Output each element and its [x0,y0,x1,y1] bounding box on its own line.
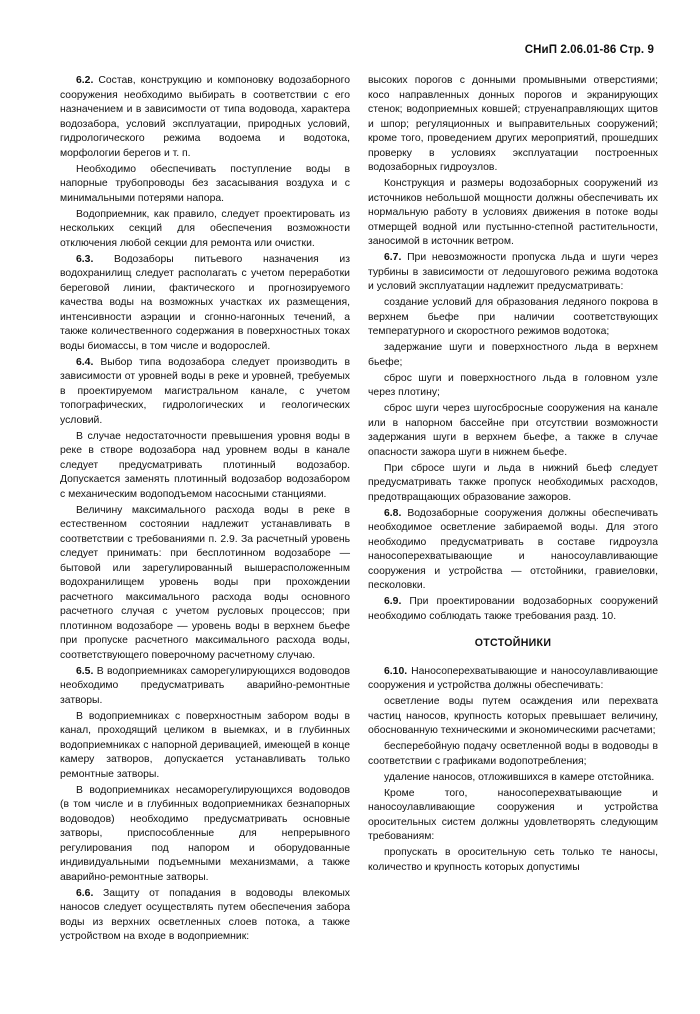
clause-number: 6.9. [384,596,402,607]
paragraph-text: осветление воды путем осаждения или перехвата частиц наносов, крупность которых превышает величину, обоснованную техническими и экономическими расчетами; [368,696,658,736]
paragraph-text: пропускать в оросительную сеть только те наносы, количество и крупность которых допустимы [368,847,658,873]
paragraph-text: При проектировании водозаборных сооружений необходимо соблюдать также требования разд. 10. [368,596,658,622]
paragraph-text: Защиту от попадания в водоводы влекомых наносов следует осуществлять путем обеспечения забора воды из верхних осветленных слоев потока, а также устройством на входе в водоприемник: [60,887,351,942]
paragraph [368,296,658,340]
paragraph-text: сброс шуги через шугосбросные сооружения на канале или в напорном бассейне при отсутствии возможности задержания шуги в верхнем бьефе, а также в случае опасности зажора шуги в нижнем бьефе. [368,403,658,458]
paragraph [60,356,350,429]
clause-number: 6.3. [76,253,94,265]
paragraph-text: Состав, конструкцию и компоновку водозаборного сооружения необходимо выбирать в соответствии с его назначением и в зависимости от типа водовода, характера водозабора, условий эксплуатации, природных условий, гидрологического режима водоема и водотока, морфологии берегов и т. п. [60,75,350,159]
paragraph [368,846,658,875]
clause-number: 6.4. [76,356,94,368]
paragraph [60,253,350,355]
clause-number: 6.2. [76,75,94,86]
paragraph-text: Наносоперехватывающие и наносоулавливающие сооружения и устройства должны обеспечивать: [368,665,658,691]
clause-number: 6.8. [384,507,402,519]
page-header: СНиП 2.06.01-86 Стр. 9 [524,44,654,56]
paragraph [368,695,658,739]
clause-number: 6.5. [76,665,94,677]
left-column [60,74,350,946]
section-heading: ОТСТОЙНИКИ [474,637,552,649]
paragraph-text: удаление наносов, отложившихся в камере отстойника. [384,771,655,783]
paragraph [60,74,350,161]
paragraph [60,887,350,945]
paragraph [60,430,350,503]
paragraph [368,462,658,506]
paragraph-text: сброс шуги и поверхностного льда в головном узле через плотину; [368,372,658,398]
paragraph-text: Водоприемник, как правило, следует проектировать из нескольких секций для обеспечения возможности отключения любой секции для ремонта или очистки. [60,208,350,249]
paragraph [368,595,658,624]
paragraph [368,402,658,460]
paragraph [60,784,350,886]
paragraph [368,74,658,176]
paragraph-text: высоких порогов с донными промывными отверстиями; косо направленных донных порогов и экранирующих стенок; водоприемных ковшей; струенаправляющих щитов и шпор; регуляционных и выправительных сооружений; кроме того, проведением других мероприятий, прошедших проверку в условиях эксплуатации построенных водозаборных гидроузлов. [368,75,658,173]
clause-number: 6.6. [76,887,94,899]
paragraph [60,504,350,664]
paragraph-text: Водозаборы питьевого назначения из водохранилищ следует располагать с учетом переработки береговой линии, фактического и прогнозируемого качества воды на возможных участках их размещения, интенсивности аэрации и сгонно-нагонных течений, а также количественного содержания в поверхностных токах воды биомассы, в том числе и водорослей. [60,253,350,352]
paragraph [368,251,658,295]
paragraph-text: В водоприемниках несаморегулирующихся водоводов (в том числе и в глубинных водоприемниках безнапорных водоводов) необходимо предусматривать основные затворы, приспособленные для непрерывного регулирования под напором и оборудованные индивидуальными подъемными механизмами, а также аварийно-ремонтные затворы. [60,784,350,883]
paragraph [368,771,658,786]
clause-number: 6.10. [384,665,408,677]
paragraph [368,665,658,694]
right-column [368,74,658,877]
paragraph [368,372,658,401]
paragraph-text: задержание шуги и поверхностного льда в верхнем бьефе; [368,342,658,368]
paragraph-text: В водоприемниках с поверхностным забором воды в канал, проходящий целиком в выемках, и в глубинных водоприемниках с напорной деривацией, имеющей в конце камеру затворов, допускается устанавливать только ремонтные затворы. [60,710,350,780]
paragraph-text: При невозможности пропуска льда и шуги через турбины в зависимости от ледошугового режима водотока и условий эксплуатации надлежит предусматривать: [368,252,659,292]
paragraph [368,740,658,769]
paragraph-text: создание условий для образования ледяного покрова в верхнем бьефе при наличии соответствующих температурного и скоростного режимов водотока; [368,297,658,337]
paragraph-text: бесперебойную подачу осветленной воды в водоводы в соответствии с графиками водопотребления; [368,741,658,767]
paragraph-text: Кроме того, наносоперехватывающие и наносоулавливающие сооружения и устройства оросительных систем должны удовлетворять следующим требованиям: [368,787,658,842]
paragraph-text: Водозаборные сооружения должны обеспечивать необходимое осветление забираемой воды. Для этого необходимо предусматривать в составе гидроузла наносоперехватывающие и наносоулавливающие сооружения и устройства — отстойники, гравиеловки, песколовки. [368,507,658,591]
paragraph-text: При сбросе шуги и льда в нижний бьеф следует предусматривать также пропуск необходимых расходов, предотвращающих образование зажоров. [368,462,658,503]
paragraph [60,665,350,709]
paragraph [60,710,350,783]
paragraph-text: Конструкция и размеры водозаборных сооружений из источников небольшой мощности должны обеспечивать их нормальную работу в условиях движения в потоке воды отмерщей водной или пустынно-степной растительности, заносимой в источник ветром. [368,178,658,247]
paragraph [368,507,658,594]
paragraph [368,341,658,370]
paragraph [368,177,658,250]
clause-number: 6.7. [384,252,402,263]
paragraph-text: В случае недостаточности превышения уровня воды в реке в створе водозабора над уровнем воды в канале следует предусматривать плотинный водозабор. Допускается заменять плотинный водозабор водозабором с механическим водоподъемом насосными станциями. [60,430,350,500]
paragraph-text: В водоприемниках саморегулирующихся водоводов необходимо предусматривать аварийно-ремонтные затворы. [60,665,350,706]
paragraph-text: Необходимо обеспечивать поступление воды в напорные трубопроводы без засасывания воздуха и с минимальными потерями напора. [60,163,350,204]
paragraph-text: Выбор типа водозабора следует производить в зависимости от уровней воды в реке и уровней, требуемых в проектируемом магистральном канале, с учетом топографических, гидрологических и геологических условий. [60,356,350,426]
paragraph [368,787,658,845]
paragraph [60,163,350,207]
paragraph-text: Величину максимального расхода воды в реке в естественном состоянии надлежит устанавливать в соответствии с требованиями п. 2.9. За расчетный уровень следует принимать: при бесплотинном водозаборе — бытовой или зарегулированный вышерасположенным водохранилищем уровень воды при прохождении расчетного максимального расхода воды основного расчетного случая с учетом русловых процессов; при плотинном водозаборе — уровень воды в верхнем бьефе при пропуске расчетного максимального расхода воды, соответствующего поверочному расчетному случаю. [60,504,350,661]
paragraph [60,208,350,252]
